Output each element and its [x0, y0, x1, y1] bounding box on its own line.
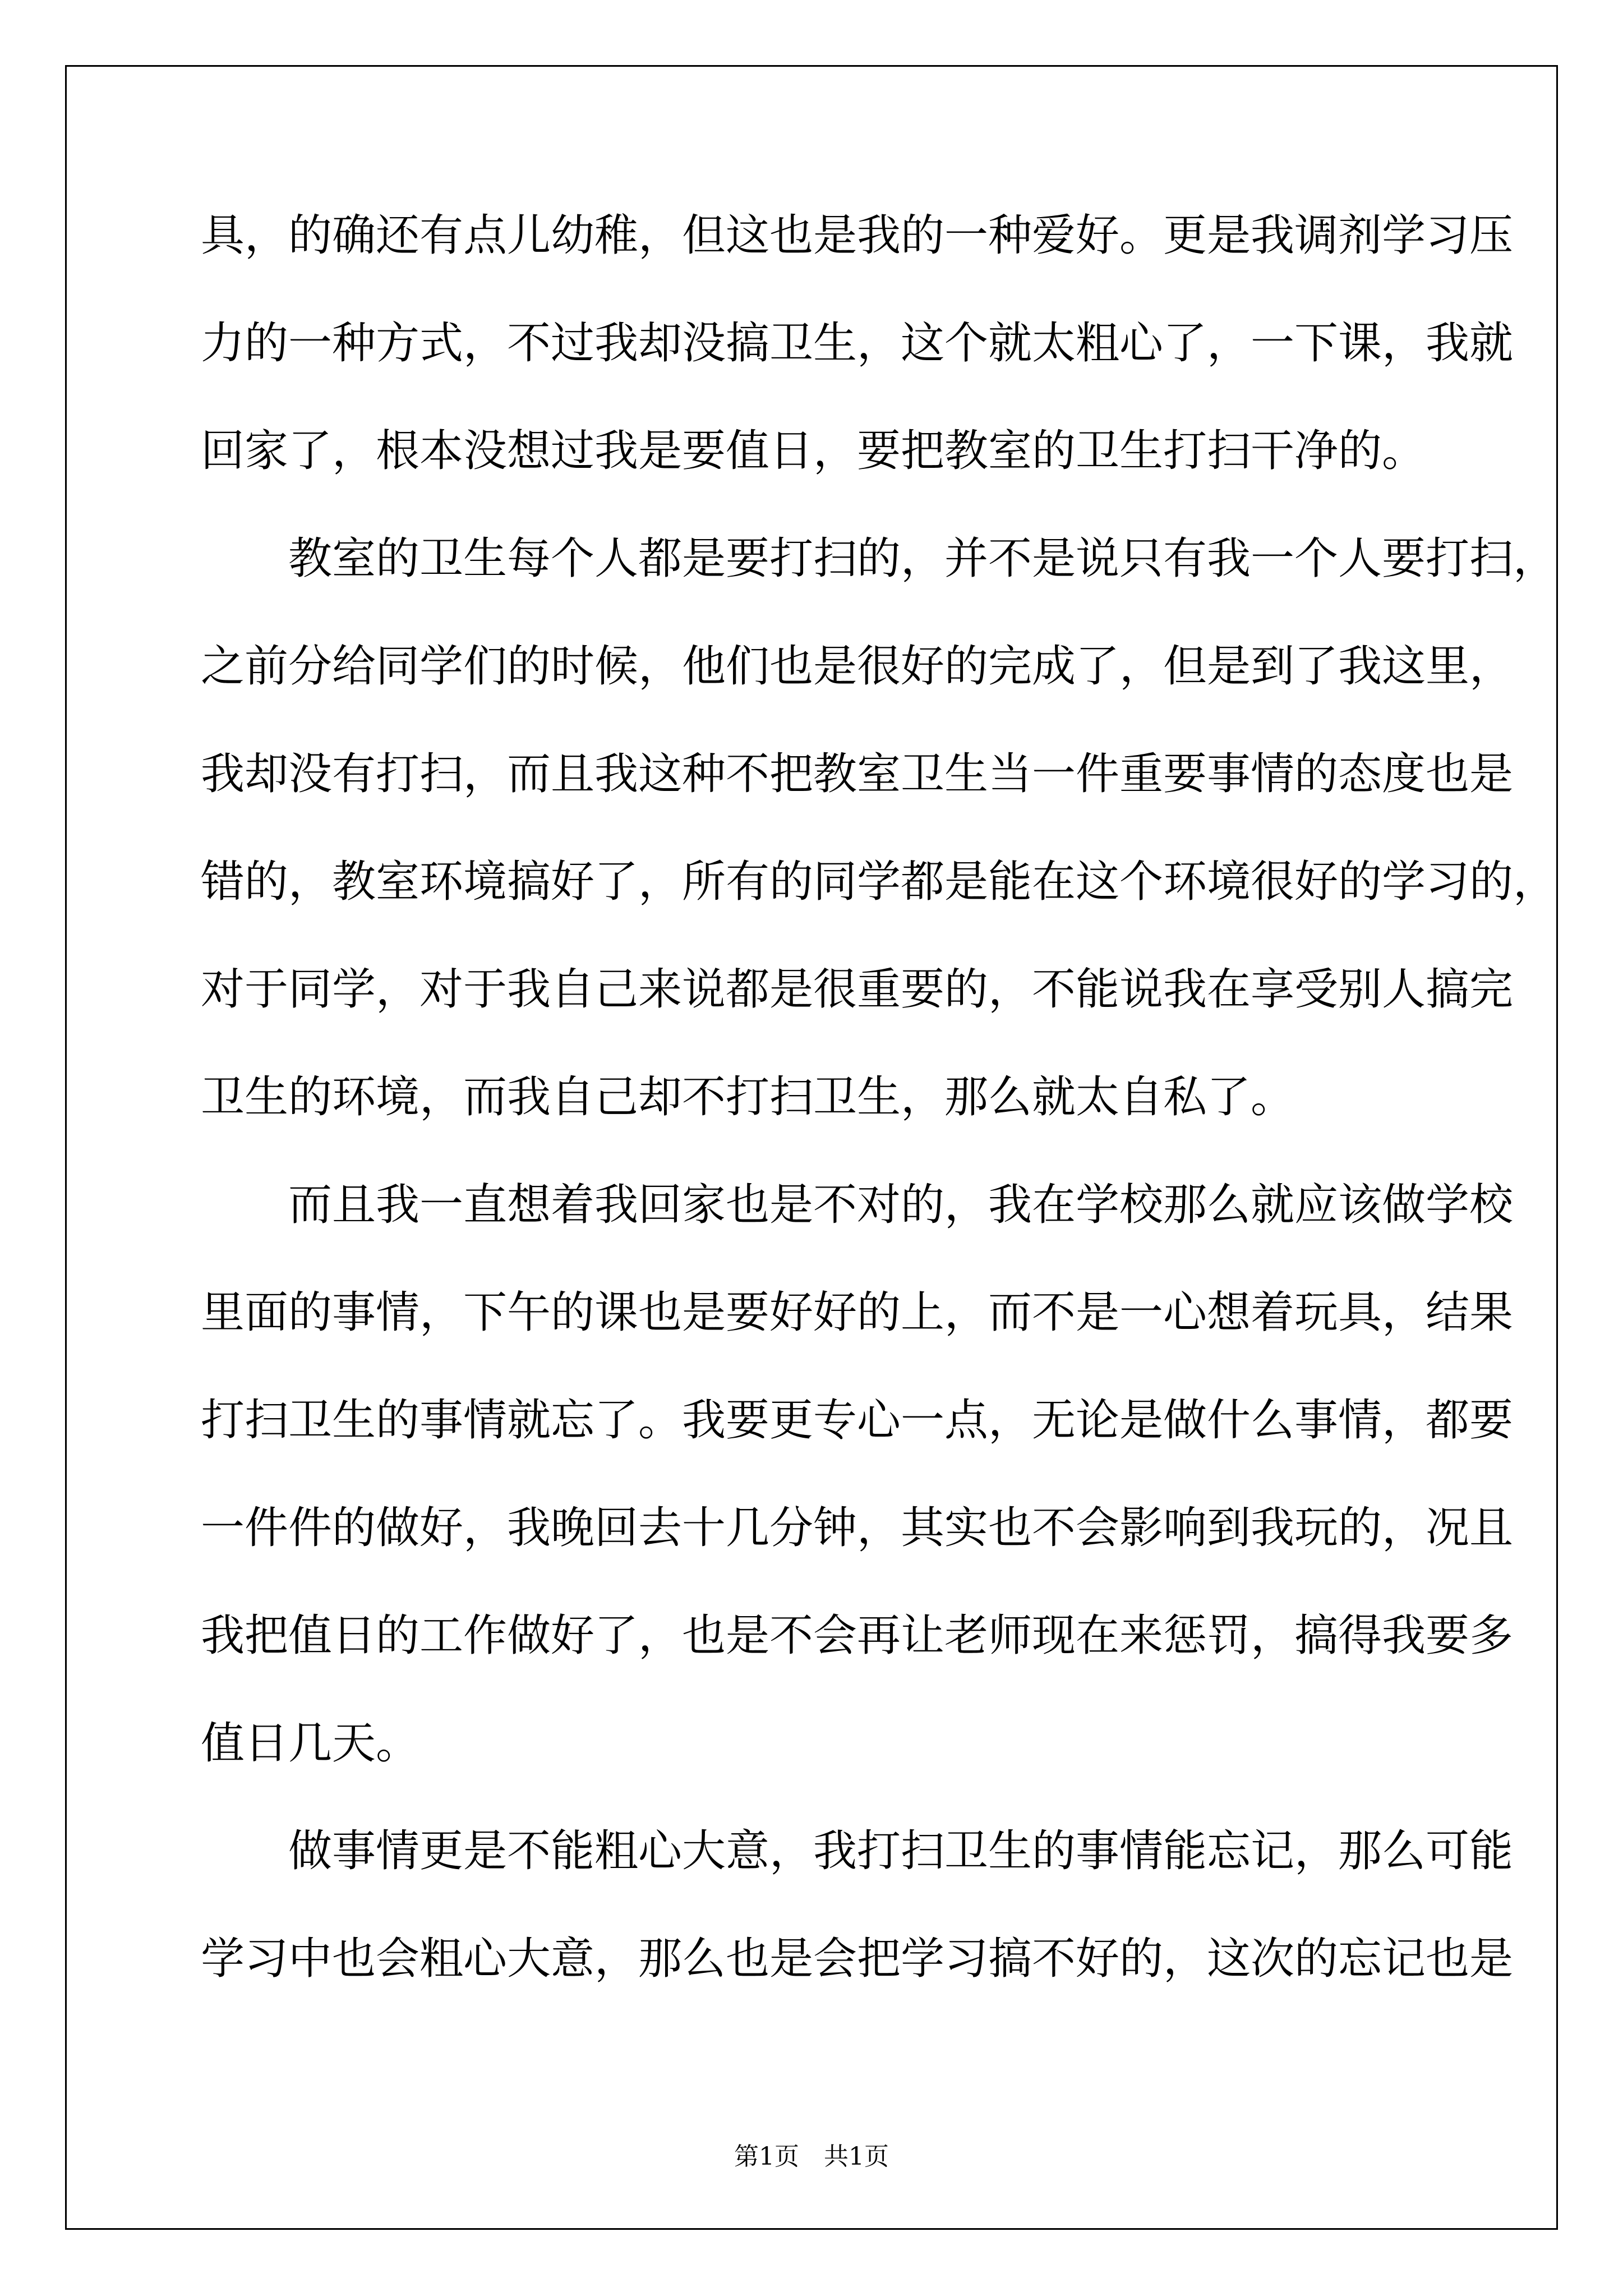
- text-line: 力的一种方式，不过我却没搞卫生，这个就太粗心了，一下课，我就: [201, 318, 1514, 369]
- text-line: 我把值日的工作做好了，也是不会再让老师现在来惩罚，搞得我要多: [201, 1611, 1514, 1661]
- text-line: 值日几天。: [201, 1718, 420, 1769]
- text-line: 做事情更是不能粗心大意，我打扫卫生的事情能忘记，那么可能: [201, 1826, 1514, 1876]
- text-line: 教室的卫生每个人都是要打扫的，并不是说只有我一个人要打扫，: [201, 533, 1557, 584]
- text-line: 具，的确还有点儿幼稚，但这也是我的一种爱好。更是我调剂学习压: [201, 210, 1514, 261]
- text-line: 之前分给同学们的时候，他们也是很好的完成了，但是到了我这里，: [201, 641, 1514, 692]
- text-line: 学习中也会粗心大意，那么也是会把学习搞不好的，这次的忘记也是: [201, 1934, 1514, 1984]
- text-line: 一件件的做好，我晚回去十几分钟，其实也不会影响到我玩的，况且: [201, 1503, 1514, 1553]
- text-line: 而且我一直想着我回家也是不对的，我在学校那么就应该做学校: [201, 1180, 1514, 1230]
- page-footer: 第1页 共1页: [734, 2142, 889, 2171]
- text-line: 打扫卫生的事情就忘了。我要更专心一点，无论是做什么事情，都要: [201, 1395, 1514, 1446]
- text-line: 里面的事情，下午的课也是要好好的上，而不是一心想着玩具，结果: [201, 1287, 1514, 1338]
- page-border: [65, 65, 1558, 2230]
- text-line: 错的，教室环境搞好了，所有的同学都是能在这个环境很好的学习的，: [201, 857, 1557, 907]
- text-line: 回家了，根本没想过我是要值日，要把教室的卫生打扫干净的。: [201, 426, 1426, 476]
- text-line: 卫生的环境，而我自己却不打扫卫生，那么就太自私了。: [201, 1072, 1295, 1122]
- text-line: 对于同学，对于我自己来说都是很重要的，不能说我在享受别人搞完: [201, 964, 1514, 1015]
- text-line: 我却没有打扫，而且我这种不把教室卫生当一件重要事情的态度也是: [201, 749, 1514, 799]
